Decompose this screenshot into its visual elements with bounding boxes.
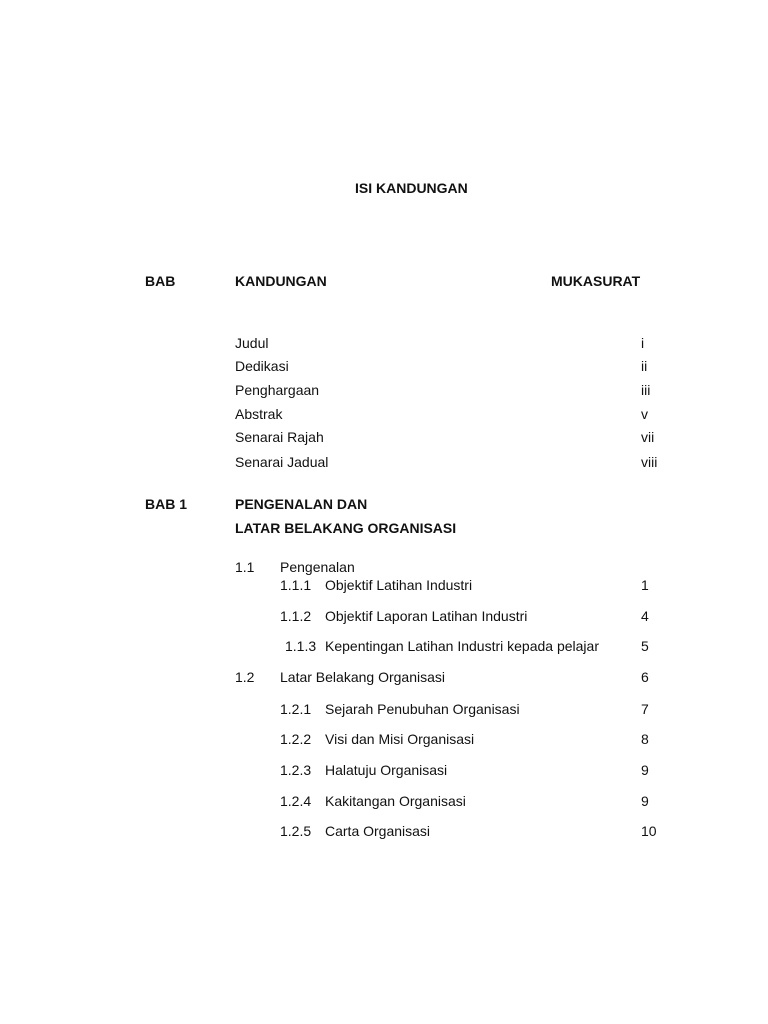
toc-entry-label: Senarai Rajah xyxy=(235,429,324,445)
subsection-label: Objektif Laporan Latihan Industri xyxy=(325,608,528,624)
subsection-number: 1.2.3 xyxy=(280,762,312,778)
subsection-number: 1.2.2 xyxy=(280,731,312,747)
subsection-number: 1.1.3 xyxy=(285,638,317,654)
subsection-page: 9 xyxy=(641,793,649,809)
header-kandungan: KANDUNGAN xyxy=(235,273,327,289)
chapter-number: BAB 1 xyxy=(145,496,188,512)
subsection-label: Carta Organisasi xyxy=(325,823,431,839)
subsection-page: 9 xyxy=(641,762,649,778)
toc-entry-page: ii xyxy=(641,358,648,374)
subsection-page: 1 xyxy=(641,577,649,593)
section-number: 1.1 xyxy=(235,559,255,575)
subsection-page: 7 xyxy=(641,701,649,717)
toc-entry-page: vii xyxy=(641,429,655,445)
toc-entry-page: viii xyxy=(641,454,658,470)
toc-entry-label: Penghargaan xyxy=(235,382,320,398)
toc-entry-label: Senarai Jadual xyxy=(235,454,329,470)
subsection-label: Objektif Latihan Industri xyxy=(325,577,473,593)
toc-entry-page: iii xyxy=(641,382,651,398)
subsection-page: 10 xyxy=(641,823,657,839)
subsection-number: 1.1.2 xyxy=(280,608,312,624)
subsection-number: 1.1.1 xyxy=(280,577,312,593)
toc-entry-label: Dedikasi xyxy=(235,358,289,374)
subsection-number: 1.2.1 xyxy=(280,701,312,717)
toc-entry-label: Judul xyxy=(235,335,269,351)
section-page: 6 xyxy=(641,669,649,685)
section-label: Latar Belakang Organisasi xyxy=(280,669,445,685)
section-number: 1.2 xyxy=(235,669,255,685)
header-mukasurat: MUKASURAT xyxy=(551,273,641,289)
subsection-label: Sejarah Penubuhan Organisasi xyxy=(325,701,520,717)
subsection-page: 4 xyxy=(641,608,649,624)
chapter-title-line1: PENGENALAN DAN xyxy=(235,496,368,512)
subsection-page: 8 xyxy=(641,731,649,747)
header-bab: BAB xyxy=(145,273,176,289)
subsection-label: Visi dan Misi Organisasi xyxy=(325,731,475,747)
chapter-title-line2: LATAR BELAKANG ORGANISASI xyxy=(235,520,457,536)
subsection-number: 1.2.4 xyxy=(280,793,312,809)
subsection-label: Halatuju Organisasi xyxy=(325,762,448,778)
toc-entry-label: Abstrak xyxy=(235,406,283,422)
subsection-number: 1.2.5 xyxy=(280,823,312,839)
subsection-label: Kepentingan Latihan Industri kepada pelajar xyxy=(325,638,599,654)
toc-entry-page: v xyxy=(641,406,648,422)
section-label: Pengenalan xyxy=(280,559,355,575)
toc-entry-page: i xyxy=(641,335,645,351)
subsection-label: Kakitangan Organisasi xyxy=(325,793,466,809)
page-title: ISI KANDUNGAN xyxy=(355,180,468,196)
subsection-page: 5 xyxy=(641,638,649,654)
